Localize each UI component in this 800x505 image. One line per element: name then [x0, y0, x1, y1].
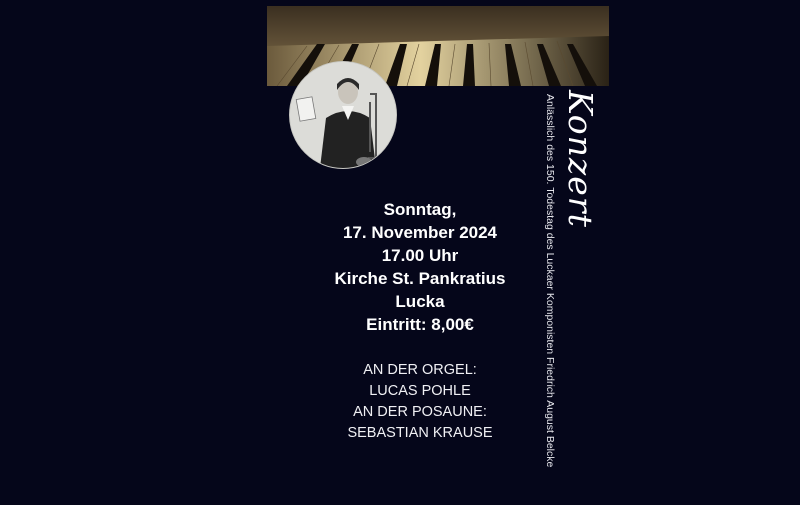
event-time: 17.00 Uhr — [381, 246, 459, 265]
trombone-label: AN DER POSAUNE: — [353, 404, 487, 420]
concert-subtitle: Anlässlich des 150. Todestag des Luckaer Komponisten Friedrich August Belcke — [544, 94, 556, 468]
event-admission: Eintritt: 8,00€ — [366, 315, 474, 334]
concert-title: Konzert — [561, 90, 600, 228]
composer-portrait — [289, 61, 397, 169]
organ-label: AN DER ORGEL: — [363, 362, 477, 378]
event-date: 17. November 2024 — [342, 223, 498, 242]
event-day: Sonntag, — [383, 200, 457, 219]
trombone-name: SEBASTIAN KRAUSE — [347, 425, 493, 441]
organ-name: LUCAS POHLE — [369, 383, 471, 399]
event-town: Lucka — [395, 292, 445, 311]
event-venue: Kirche St. Pankratius — [334, 269, 506, 288]
performers — [300, 360, 540, 444]
event-details — [300, 198, 540, 336]
